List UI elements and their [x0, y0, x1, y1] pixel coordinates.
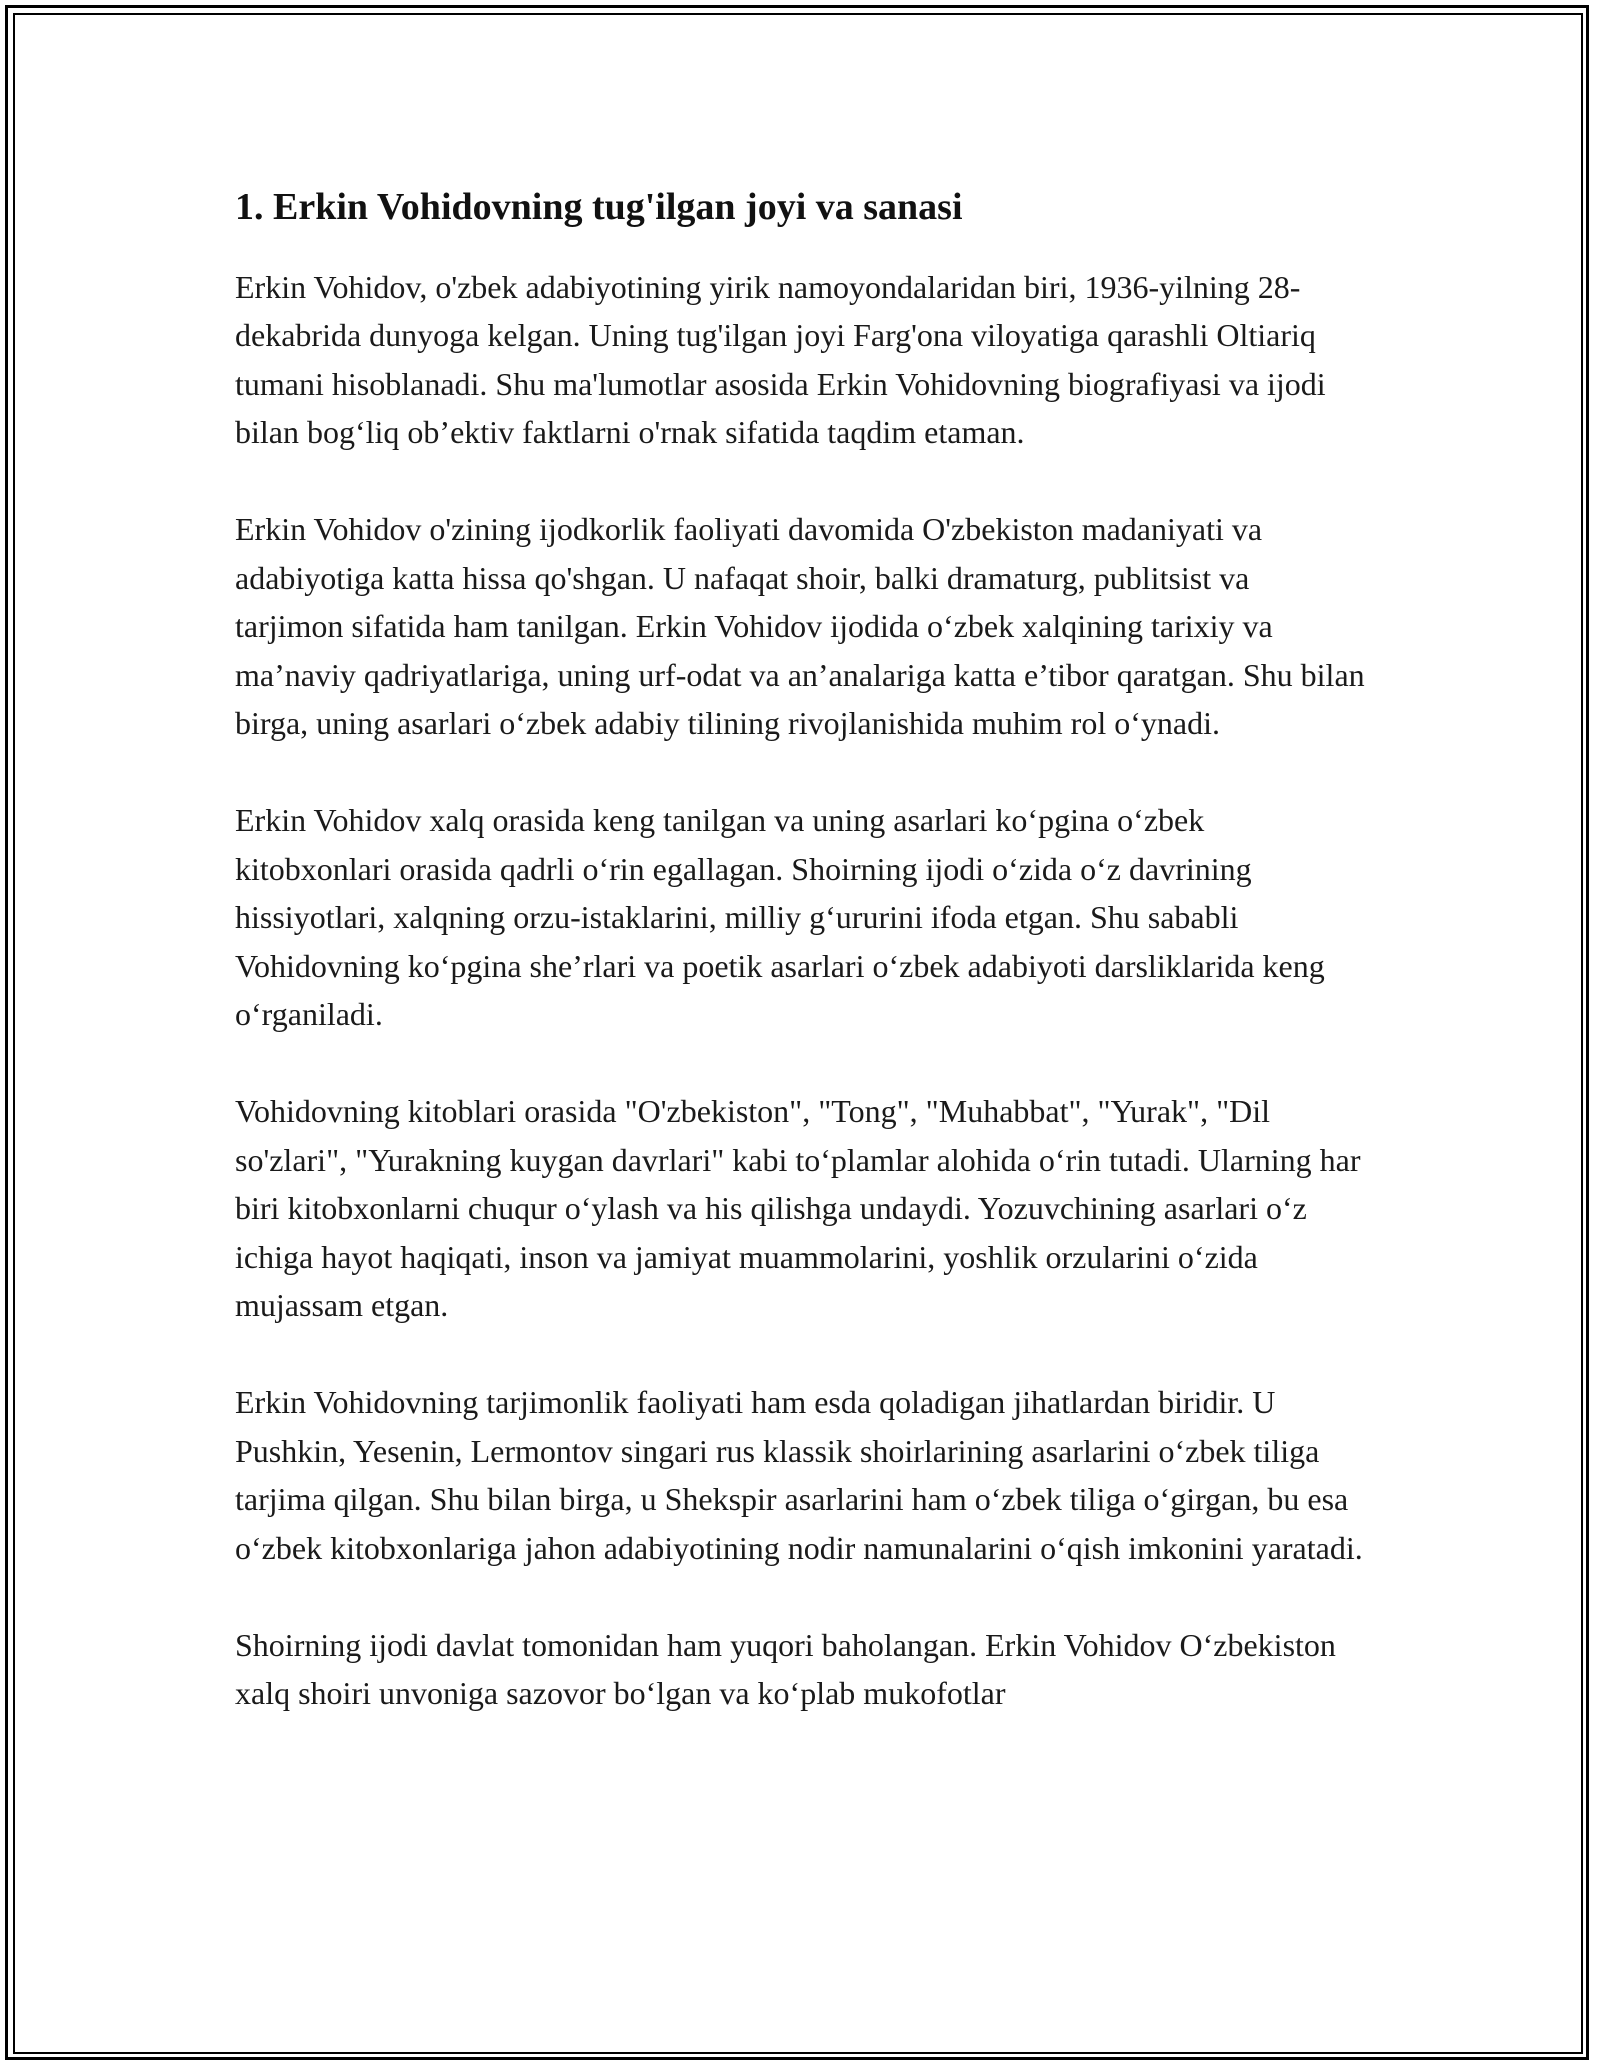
paragraph-creative-activity: Erkin Vohidov o'zining ijodkorlik faoliyati davomida O'zbekiston madaniyati va adabiyotiga katta hissa qo'shgan. U nafaqat shoir, balki dramaturg, publitsist va tarjimon sifatida ham tanilgan. Erkin Vohidov ijodida o‘zbek xalqining tarixiy va ma’naviy qadriyatlariga, uning urf-odat va an’analariga katta e’tibor qaratgan. Shu bilan birga, uning asarlari o‘zbek adabiy tilining rivojlanishida muhim rol o‘ynadi.: [235, 511, 1365, 742]
paragraph-birth: Erkin Vohidov, o'zbek adabiyotining yirik namoyondalaridan biri, 1936-yilning 28-dekabrida dunyoga kelgan. Uning tug'ilgan joyi Farg'ona viloyatiga qarashli Oltiariq tumani hisoblanadi. Shu ma'lumotlar asosida Erkin Vohidovning biografiyasi va ijodi bilan bog‘liq ob’ektiv faktlarni o'rnak sifatida taqdim etaman.: [235, 268, 1326, 451]
paragraph-translations: Erkin Vohidovning tarjimonlik faoliyati ham esda qoladigan jihatlardan biridir. U Pushkin, Yesenin, Lermontov singari rus klassik shoirlarining asarlarini o‘zbek tiliga tarjima qilgan. Shu bilan birga, u Shekspir asarlarini ham o‘zbek tiliga o‘girgan, bu esa o‘zbek kitobxonlariga jahon adabiyotining nodir namunalarini o‘qish imkonini yaratadi.: [235, 1384, 1363, 1566]
section-heading: 1. Erkin Vohidovning tug'ilgan joyi va sanasi: [235, 186, 963, 228]
paragraph-books: Vohidovning kitoblari orasida "O'zbekiston", "Tong", "Muhabbat", "Yurak", "Dil so'zlari", "Yurakning kuygan davrlari" kabi to‘plamlar alohida o‘rin tutadi. Ularning har biri kitobxonlarni chuqur o‘ylash va his qilishga undaydi. Yozuvchining asarlari o‘z ichiga hayot haqiqati, inson va jamiyat muammolarini, yoshlik orzularini o‘zida mujassam etgan.: [235, 1093, 1361, 1324]
paragraph-recognition: Shoirning ijodi davlat tomonidan ham yuqori baholangan. Erkin Vohidov O‘zbekiston xalq shoiri unvoniga sazovor bo‘lgan va ko‘plab mukofotlar: [235, 1626, 1336, 1712]
document-body: [235, 185, 1365, 1766]
paragraph-popularity: Erkin Vohidov xalq orasida keng tanilgan va uning asarlari ko‘pgina o‘zbek kitobxonlari orasida qadrli o‘rin egallagan. Shoirning ijodi o‘zida o‘z davrining hissiyotlari, xalqning orzu-istaklarini, milliy g‘ururini ifoda etgan. Shu sababli Vohidovning ko‘pgina she’rlari va poetik asarlari o‘zbek adabiyoti darsliklarida keng o‘rganiladi.: [235, 802, 1325, 1033]
